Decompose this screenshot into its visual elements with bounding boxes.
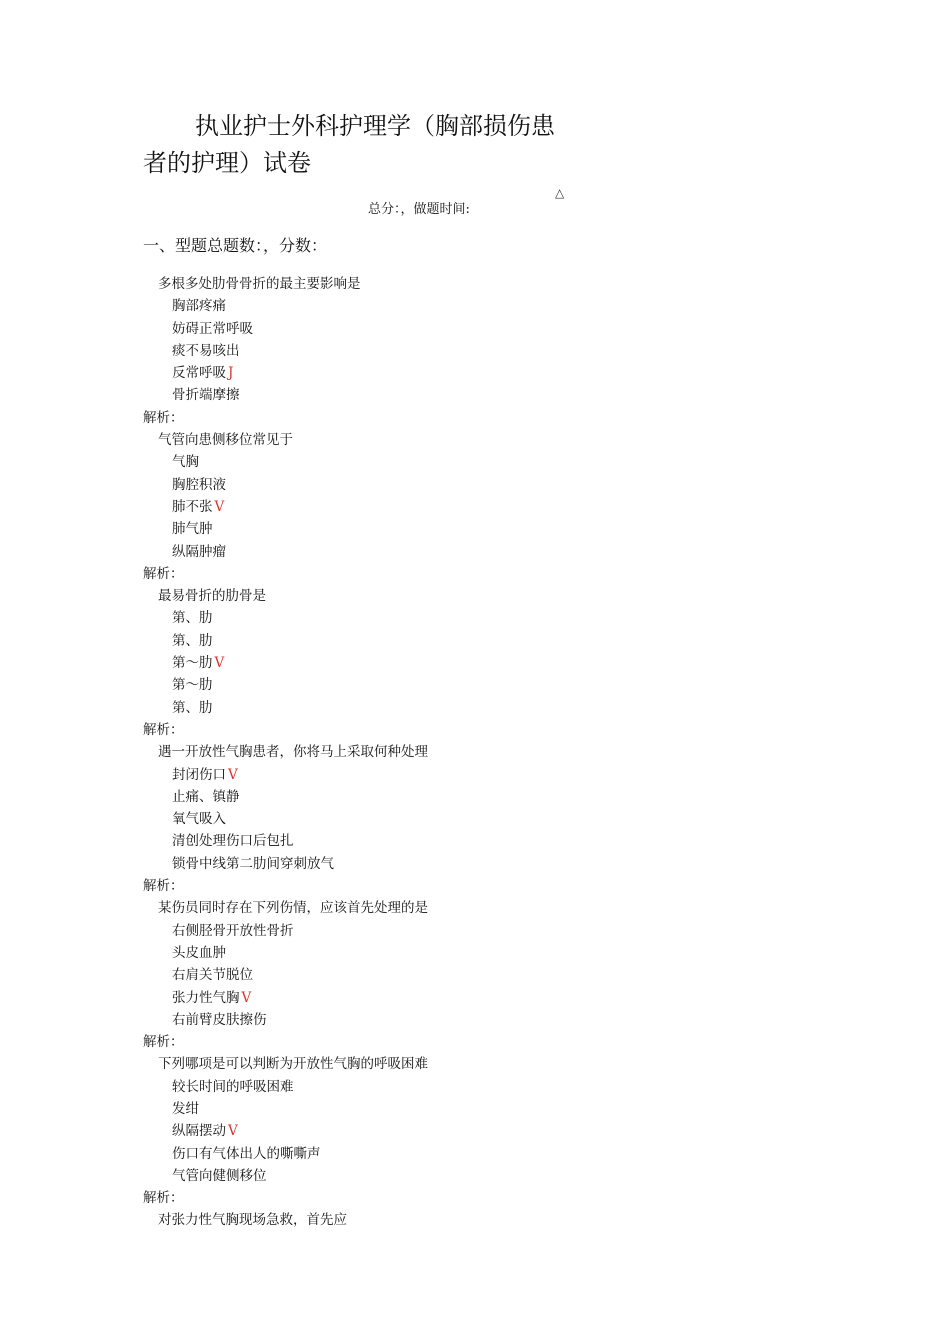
answer-option-text: 右侧胫骨开放性骨折 bbox=[172, 922, 294, 939]
analysis-label: 解析： bbox=[143, 409, 184, 426]
analysis-label: 解析： bbox=[143, 1190, 184, 1207]
analysis-label: 解析： bbox=[143, 1034, 184, 1051]
answer-option-text: 反常呼吸 bbox=[172, 365, 226, 382]
correct-answer-mark: J bbox=[228, 365, 234, 382]
answer-option bbox=[143, 987, 843, 1009]
answer-option-text: 右前臂皮肤擦伤 bbox=[172, 1011, 267, 1028]
answer-option-text: 纵隔肿瘤 bbox=[172, 543, 226, 560]
correct-answer-mark: V bbox=[214, 655, 225, 672]
answer-option-text: 气胸 bbox=[172, 454, 199, 471]
answer-option bbox=[143, 697, 843, 719]
question-stem: 遇一开放性气胸患者，你将马上采取何种处理 bbox=[158, 744, 428, 761]
exam-title-line-2: 者的护理）试卷 bbox=[143, 149, 311, 177]
answer-option-text: 第〜肋 bbox=[172, 677, 213, 694]
answer-option bbox=[143, 496, 843, 518]
correct-answer-mark: V bbox=[214, 498, 225, 515]
question-stem: 下列哪项是可以判断为开放性气胸的呼吸困难 bbox=[158, 1056, 428, 1073]
answer-option bbox=[143, 942, 843, 964]
answer-option bbox=[143, 1143, 843, 1165]
answer-option-text: 张力性气胸 bbox=[172, 989, 240, 1006]
correct-answer-mark: V bbox=[228, 766, 238, 783]
question-stem: 气管向患侧移位常见于 bbox=[158, 432, 293, 449]
question-stem: 对张力性气胸现场急救，首先应 bbox=[158, 1212, 347, 1229]
exam-title-line-1: 执业护士外科护理学（胸部损伤患 bbox=[195, 112, 555, 140]
question-stem: 最易骨折的肋骨是 bbox=[158, 588, 266, 605]
answer-option-text: 痰不易咳出 bbox=[172, 342, 240, 359]
answer-option bbox=[143, 318, 843, 340]
answer-option bbox=[143, 362, 843, 384]
answer-option bbox=[143, 541, 843, 563]
answer-option bbox=[143, 340, 843, 362]
analysis-label: 解析： bbox=[143, 565, 184, 582]
answer-option-text: 封闭伤口 bbox=[172, 766, 226, 783]
section-heading: 一、型题总题数：，分数： bbox=[143, 236, 328, 255]
answer-option-text: 伤口有气体出人的嘶嘶声 bbox=[172, 1145, 321, 1162]
score-time-info: 总分：，做题时间: bbox=[368, 202, 470, 217]
answer-option bbox=[143, 630, 843, 652]
answer-option bbox=[143, 853, 843, 875]
correct-answer-mark: V bbox=[241, 989, 252, 1006]
answer-option-text: 氧气吸入 bbox=[172, 811, 226, 828]
answer-option-text: 第〜肋 bbox=[172, 655, 213, 672]
answer-option-text: 胸部疼痛 bbox=[172, 298, 226, 315]
answer-option-text: 头皮血肿 bbox=[172, 944, 226, 961]
answer-option bbox=[143, 451, 843, 473]
question-stem: 某伤员同时存在下列伤情，应该首先处理的是 bbox=[158, 900, 428, 917]
answer-option-text: 妨碍正常呼吸 bbox=[172, 320, 253, 337]
answer-option bbox=[143, 1076, 843, 1098]
answer-option bbox=[143, 830, 843, 852]
answer-option bbox=[143, 764, 843, 786]
answer-option bbox=[143, 295, 843, 317]
analysis-label: 解析： bbox=[143, 878, 184, 895]
answer-option bbox=[143, 1165, 843, 1187]
answer-option-text: 第、肋 bbox=[172, 610, 213, 627]
answer-option-text: 清创处理伤口后包扎 bbox=[172, 833, 294, 850]
answer-option-text: 胸腔积液 bbox=[172, 476, 226, 493]
answer-option bbox=[143, 518, 843, 540]
answer-option bbox=[143, 652, 843, 674]
answer-option-text: 气管向健侧移位 bbox=[172, 1167, 267, 1184]
exam-title bbox=[143, 108, 563, 182]
question-list bbox=[143, 273, 843, 1232]
answer-option bbox=[143, 786, 843, 808]
answer-option-text: 发绀 bbox=[172, 1100, 199, 1117]
answer-option-text: 骨折端摩擦 bbox=[172, 387, 240, 404]
answer-option bbox=[143, 1009, 843, 1031]
correct-answer-mark: V bbox=[228, 1123, 238, 1140]
answer-option bbox=[143, 808, 843, 830]
answer-option-text: 纵隔摆动 bbox=[172, 1123, 226, 1140]
answer-option bbox=[143, 674, 843, 696]
analysis-label: 解析： bbox=[143, 721, 184, 738]
answer-option bbox=[143, 964, 843, 986]
answer-option bbox=[143, 384, 843, 406]
answer-option bbox=[143, 1098, 843, 1120]
answer-option-text: 第、肋 bbox=[172, 632, 213, 649]
answer-option-text: 锁骨中线第二肋间穿刺放气 bbox=[172, 855, 334, 872]
answer-option-text: 右肩关节脱位 bbox=[172, 967, 253, 984]
answer-option bbox=[143, 920, 843, 942]
answer-option bbox=[143, 607, 843, 629]
question-stem: 多根多处肋骨骨折的最主要影响是 bbox=[158, 276, 361, 292]
answer-option-text: 肺不张 bbox=[172, 498, 213, 515]
answer-option bbox=[143, 474, 843, 496]
answer-option-text: 止痛、镇静 bbox=[172, 788, 240, 805]
answer-option-text: 肺气肿 bbox=[172, 521, 213, 538]
corner-mark: △ bbox=[555, 186, 565, 200]
answer-option-text: 第、肋 bbox=[172, 699, 213, 716]
answer-option-text: 较长时间的呼吸困难 bbox=[172, 1078, 294, 1095]
answer-option bbox=[143, 1120, 843, 1142]
